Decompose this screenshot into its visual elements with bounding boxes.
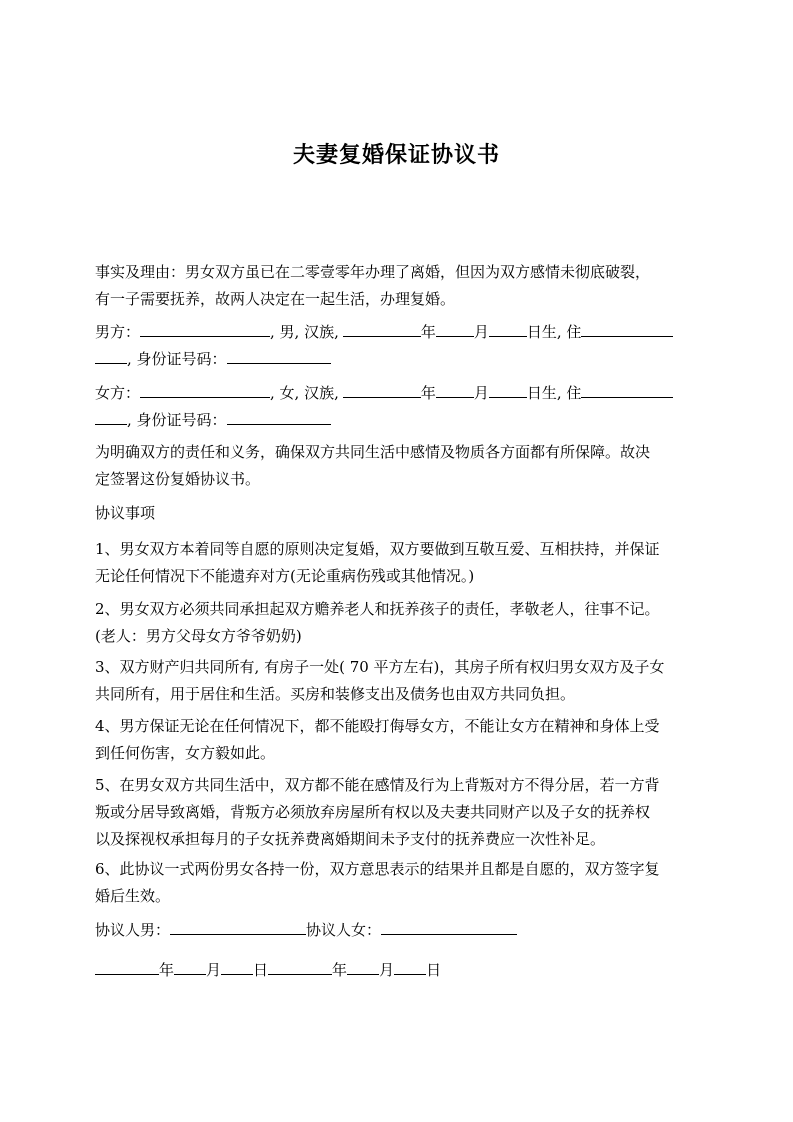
signature-row [95, 917, 700, 944]
female-birth-month-blank[interactable] [436, 382, 474, 398]
female-date-month-label: 月 [379, 961, 395, 979]
item-1-line-1: 1、男女双方本着同等自愿的原则决定复婚，双方要做到互敬互爱、互相扶持，并保证 [95, 540, 660, 558]
reason-line-2: 有一子需要抚养，故两人决定在一起生活，办理复婚。 [95, 290, 456, 308]
female-signature-label: 协议人女： [306, 921, 382, 939]
female-name-blank[interactable] [140, 382, 270, 398]
male-date-year-blank[interactable] [95, 959, 159, 975]
male-year-label: 年 [420, 323, 436, 341]
male-party-block [95, 319, 700, 373]
item-6 [95, 856, 700, 910]
male-line-2 [95, 346, 700, 373]
item-2 [95, 596, 700, 650]
items-heading-text: 协议事项 [95, 504, 156, 522]
male-name-blank[interactable] [140, 321, 270, 337]
purpose-line-1: 为明确双方的责任和义务，确保双方共同生活中感情及物质各方面都有所保障。故决 [95, 443, 651, 461]
male-signature-label: 协议人男： [95, 921, 171, 939]
female-gender-ethnic: , 女, 汉族, [270, 384, 339, 402]
item-3 [95, 654, 700, 708]
female-birth-day-blank[interactable] [489, 382, 527, 398]
male-day-born-label: 日生, 住 [526, 323, 582, 341]
female-date-month-blank[interactable] [347, 959, 379, 975]
male-birth-month-blank[interactable] [436, 321, 474, 337]
female-year-label: 年 [420, 384, 436, 402]
item-5-line-3: 以及探视权承担每月的子女抚养费离婚期间未予支付的抚养费应一次性补足。 [95, 830, 606, 848]
item-4-line-2: 到任何伤害，女方毅如此。 [95, 744, 276, 762]
item-3-line-1: 3、双方财产归共同所有, 有房子一处( 70 平方左右)，其房子所有权归男女双方及子女 [95, 658, 665, 676]
male-birth-day-blank[interactable] [489, 321, 527, 337]
female-signature-blank[interactable] [381, 919, 517, 935]
female-address-blank-cont[interactable] [95, 409, 127, 425]
item-6-line-2: 婚后生效。 [95, 887, 171, 905]
female-address-blank[interactable] [581, 382, 673, 398]
female-date-day-blank[interactable] [394, 959, 426, 975]
reason-line-1: 事实及理由：男女双方虽已在二零壹零年办理了离婚，但因为双方感情未彻底破裂， [95, 263, 651, 281]
item-5-line-1: 5、在男女双方共同生活中，双方都不能在感情及行为上背叛对方不得分居，若一方背 [95, 776, 660, 794]
male-date-month-label: 月 [206, 961, 222, 979]
item-4 [95, 713, 700, 767]
male-id-label: , 身份证号码： [127, 350, 227, 368]
male-date-year-label: 年 [159, 961, 175, 979]
male-date-day-blank[interactable] [221, 959, 253, 975]
female-birth-year-blank[interactable] [343, 382, 421, 398]
male-address-blank[interactable] [581, 321, 673, 337]
male-line-1 [95, 319, 700, 346]
female-line-2 [95, 407, 700, 434]
female-month-label: 月 [473, 384, 489, 402]
signature-line [95, 917, 700, 944]
item-4-line-1: 4、男方保证无论在任何情况下，都不能殴打侮辱女方，不能让女方在精神和身体上受 [95, 717, 660, 735]
male-prefix: 男方： [95, 323, 141, 341]
purpose-line-2: 定签署这份复婚协议书。 [95, 470, 261, 488]
male-date-month-blank[interactable] [174, 959, 206, 975]
female-party-block [95, 380, 700, 434]
item-5-line-2: 叛或分居导致离婚，背叛方必须放弃房屋所有权以及夫妻共同财产以及子女的抚养权 [95, 803, 651, 821]
reason-paragraph [95, 259, 700, 313]
document-title: 夫妻复婚保证协议书 [292, 143, 500, 168]
female-id-label: , 身份证号码： [127, 411, 227, 429]
female-line-1 [95, 380, 700, 407]
male-id-blank[interactable] [227, 348, 331, 364]
female-id-blank[interactable] [227, 409, 331, 425]
purpose-paragraph [95, 439, 700, 493]
item-5 [95, 772, 700, 853]
item-6-line-1: 6、此协议一式两份男女各持一份，双方意思表示的结果并且都是自愿的，双方签字复 [95, 860, 660, 878]
date-line [95, 957, 700, 984]
male-address-blank-cont[interactable] [95, 348, 127, 364]
male-gender-ethnic: , 男, 汉族, [270, 323, 339, 341]
item-2-line-1: 2、男女双方必须共同承担起双方赡养老人和抚养孩子的责任，孝敬老人，往事不记。 [95, 600, 660, 618]
male-signature-blank[interactable] [170, 919, 306, 935]
female-date-day-label: 日 [426, 961, 442, 979]
female-prefix: 女方： [95, 384, 141, 402]
female-date-year-label: 年 [332, 961, 348, 979]
male-date-day-label: 日 [253, 961, 269, 979]
male-birth-year-blank[interactable] [343, 321, 421, 337]
items-heading [95, 500, 700, 527]
item-2-line-2: (老人：男方父母女方爷爷奶奶) [95, 627, 302, 645]
female-day-born-label: 日生, 住 [526, 384, 582, 402]
date-row [95, 957, 700, 984]
item-1 [95, 536, 700, 590]
male-month-label: 月 [473, 323, 489, 341]
item-3-line-2: 共同所有，用于居住和生活。买房和装修支出及债务也由双方共同负担。 [95, 685, 576, 703]
female-date-year-blank[interactable] [268, 959, 332, 975]
item-1-line-2: 无论任何情况下不能遗弃对方(无论重病伤残或其他情况。) [95, 567, 475, 585]
